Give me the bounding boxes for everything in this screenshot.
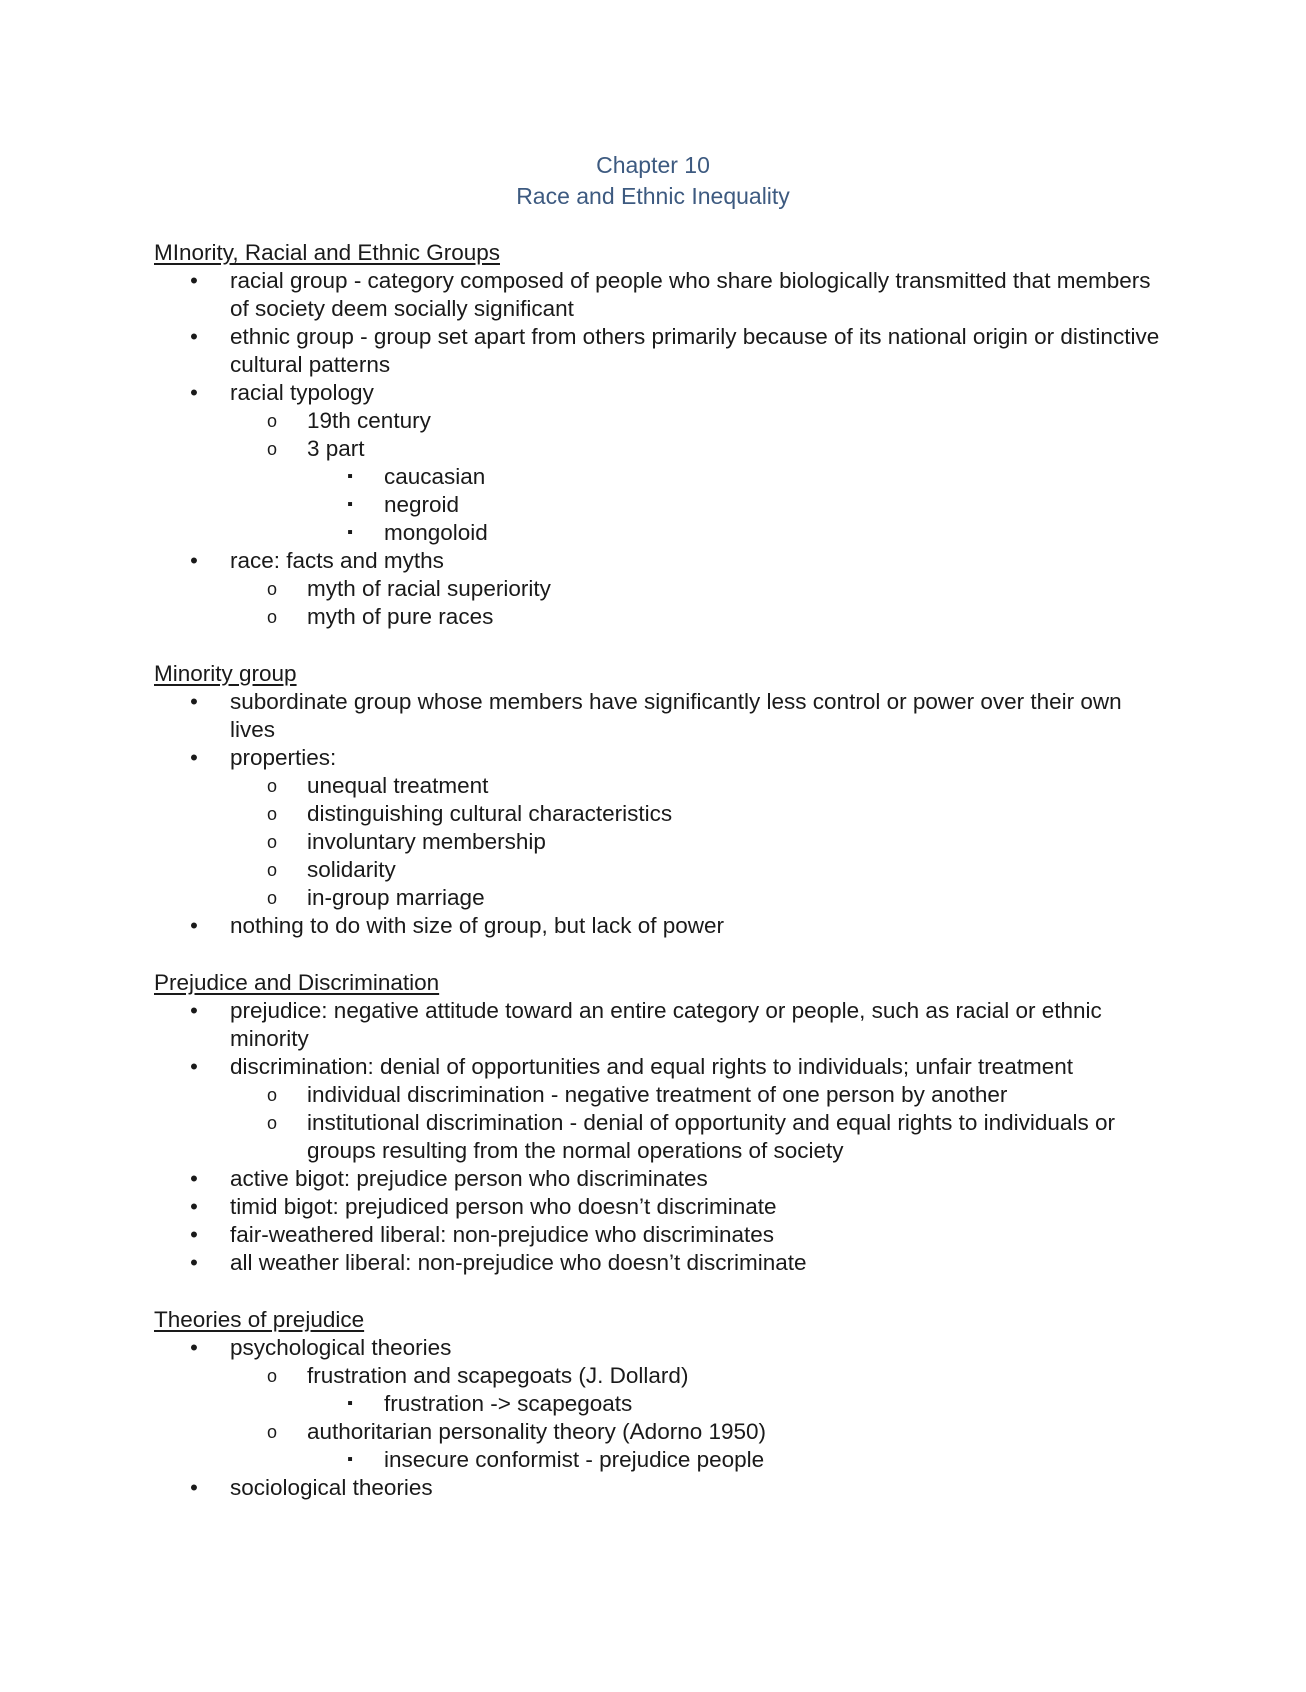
list-item (154, 603, 1164, 631)
list-item (154, 1446, 1164, 1474)
bullet-marker: • (190, 268, 198, 293)
list-item-text: mongoloid (384, 520, 488, 545)
section-heading: MInority, Racial and Ethnic Groups (154, 240, 500, 265)
bullet-marker: • (190, 1194, 198, 1219)
list-item (154, 997, 1164, 1053)
bullet-list (154, 688, 1164, 940)
list-item (154, 463, 1164, 491)
list-item (154, 1249, 1164, 1277)
bullet-list (154, 997, 1164, 1277)
bullet-marker: o (266, 579, 277, 599)
chapter-subtitle: Race and Ethnic Inequality (516, 183, 790, 209)
bullet-marker: • (190, 548, 198, 573)
list-item (154, 1109, 1164, 1165)
list-item (154, 379, 1164, 407)
list-item-text: caucasian (384, 464, 486, 489)
list-item-text: myth of pure races (307, 604, 494, 629)
bullet-list (154, 1334, 1164, 1502)
list-item-text: authoritarian personality theory (Adorno 1950) (307, 1419, 767, 1444)
list-item (154, 912, 1164, 940)
list-item (154, 435, 1164, 463)
list-item (154, 1390, 1164, 1418)
list-item-text: solidarity (307, 857, 396, 882)
list-item-text: discrimination: denial of opportunities and equal rights to individuals; unfair treatment (230, 1054, 1073, 1079)
bullet-marker: o (266, 832, 277, 852)
title-block (0, 150, 1306, 212)
section-heading: Prejudice and Discrimination (154, 970, 440, 995)
list-item (154, 407, 1164, 435)
list-item (154, 267, 1164, 323)
list-item-text: individual discrimination - negative treatment of one person by another (307, 1082, 1008, 1107)
list-item (154, 772, 1164, 800)
bullet-marker: ▪ (347, 1395, 353, 1412)
list-item-text: frustration -> scapegoats (384, 1391, 633, 1416)
list-item-text: involuntary membership (307, 829, 546, 854)
list-item (154, 519, 1164, 547)
bullet-marker: • (190, 689, 198, 714)
bullet-marker: ▪ (347, 1451, 353, 1468)
notes-content (154, 238, 1164, 1530)
bullet-marker: o (266, 1422, 277, 1442)
bullet-marker: • (190, 1475, 198, 1500)
bullet-marker: • (190, 1054, 198, 1079)
list-item-text: properties: (230, 745, 337, 770)
list-item-text: sociological theories (230, 1475, 433, 1500)
list-item-text: unequal treatment (307, 773, 489, 798)
chapter-title: Chapter 10 (596, 152, 710, 178)
bullet-marker: o (266, 888, 277, 908)
list-item-text: ethnic group - group set apart from others primarily because of its national origin or distinctive cultural patterns (230, 324, 1160, 377)
list-item (154, 323, 1164, 379)
list-item (154, 744, 1164, 772)
list-item-text: in-group marriage (307, 885, 485, 910)
list-item (154, 491, 1164, 519)
list-item-text: racial typology (230, 380, 374, 405)
list-item-text: fair-weathered liberal: non-prejudice who discriminates (230, 1222, 775, 1247)
bullet-marker: o (266, 776, 277, 796)
list-item (154, 828, 1164, 856)
list-item (154, 1474, 1164, 1502)
list-item (154, 547, 1164, 575)
list-item-text: frustration and scapegoats (J. Dollard) (307, 1363, 689, 1388)
list-item-text: racial group - category composed of people who share biologically transmitted that members of society deem socially significant (230, 268, 1151, 321)
list-item-text: all weather liberal: non-prejudice who doesn’t discriminate (230, 1250, 807, 1275)
list-item (154, 856, 1164, 884)
bullet-marker: • (190, 998, 198, 1023)
bullet-marker: ▪ (347, 524, 353, 541)
list-item-text: 19th century (307, 408, 431, 433)
list-item-text: active bigot: prejudice person who discriminates (230, 1166, 708, 1191)
list-item-text: nothing to do with size of group, but lack of power (230, 913, 725, 938)
bullet-marker: o (266, 860, 277, 880)
bullet-marker: o (266, 1113, 277, 1133)
list-item (154, 1418, 1164, 1446)
list-item (154, 1362, 1164, 1390)
list-item (154, 800, 1164, 828)
bullet-marker: o (266, 607, 277, 627)
bullet-marker: o (266, 439, 277, 459)
list-item (154, 884, 1164, 912)
list-item (154, 575, 1164, 603)
list-item-text: race: facts and myths (230, 548, 444, 573)
bullet-marker: o (266, 804, 277, 824)
list-item (154, 1081, 1164, 1109)
list-item-text: insecure conformist - prejudice people (384, 1447, 765, 1472)
bullet-marker: • (190, 913, 198, 938)
bullet-marker: • (190, 380, 198, 405)
bullet-marker: • (190, 324, 198, 349)
list-item-text: negroid (384, 492, 460, 517)
section (154, 238, 1164, 631)
bullet-marker: ▪ (347, 468, 353, 485)
list-item-text: myth of racial superiority (307, 576, 551, 601)
bullet-marker: • (190, 1250, 198, 1275)
list-item (154, 1334, 1164, 1362)
list-item (154, 1193, 1164, 1221)
bullet-marker: • (190, 1222, 198, 1247)
bullet-marker: • (190, 745, 198, 770)
section (154, 968, 1164, 1277)
section-heading: Minority group (154, 661, 297, 686)
section-heading: Theories of prejudice (154, 1307, 365, 1332)
list-item-text: timid bigot: prejudiced person who doesn’t discriminate (230, 1194, 777, 1219)
list-item (154, 1165, 1164, 1193)
list-item (154, 1221, 1164, 1249)
list-item-text: 3 part (307, 436, 365, 461)
section (154, 1305, 1164, 1502)
bullet-marker: o (266, 1085, 277, 1105)
bullet-list (154, 267, 1164, 631)
list-item-text: prejudice: negative attitude toward an entire category or people, such as racial or ethnic minority (230, 998, 1102, 1051)
bullet-marker: • (190, 1335, 198, 1360)
list-item-text: institutional discrimination - denial of opportunity and equal rights to individuals or groups resulting from the normal operations of society (307, 1110, 1115, 1163)
list-item-text: subordinate group whose members have significantly less control or power over their own lives (230, 689, 1122, 742)
bullet-marker: o (266, 411, 277, 431)
list-item-text: distinguishing cultural characteristics (307, 801, 673, 826)
bullet-marker: ▪ (347, 496, 353, 513)
bullet-marker: o (266, 1366, 277, 1386)
section (154, 659, 1164, 940)
list-item (154, 688, 1164, 744)
bullet-marker: • (190, 1166, 198, 1191)
list-item (154, 1053, 1164, 1081)
list-item-text: psychological theories (230, 1335, 452, 1360)
